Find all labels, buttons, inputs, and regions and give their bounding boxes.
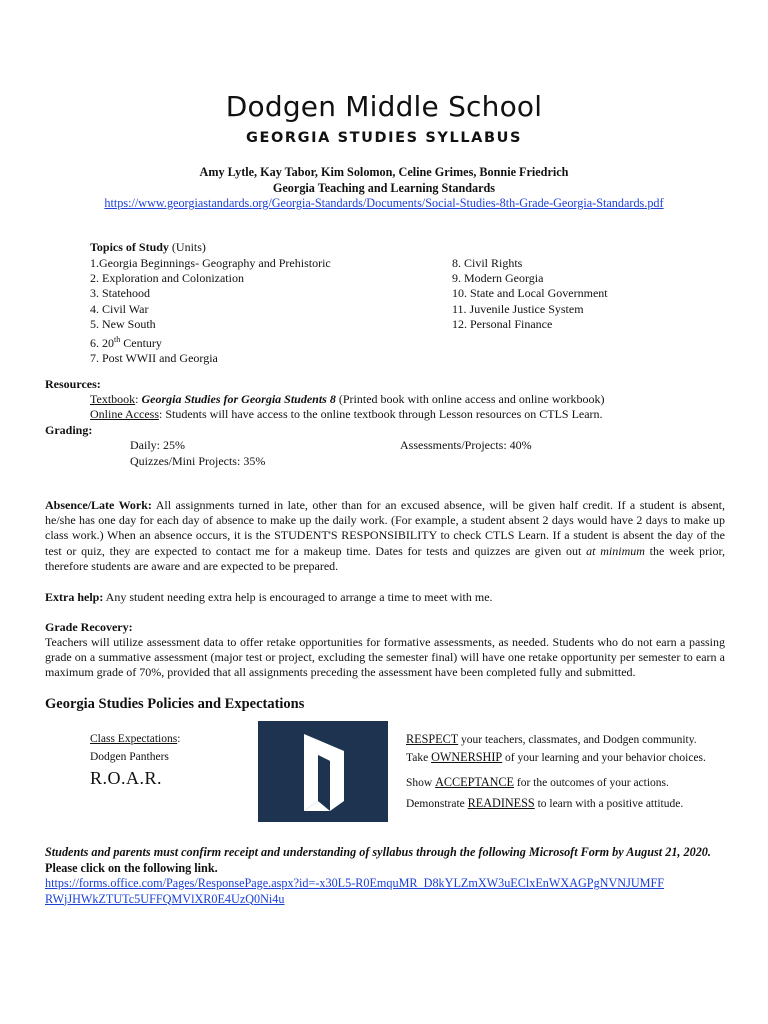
topics-column-2 — [452, 256, 608, 332]
extra-help-paragraph — [45, 590, 725, 605]
value-prefix: Demonstrate — [406, 798, 468, 810]
absence-italic: at minimum — [586, 543, 645, 558]
grading-quizzes: Quizzes/Mini Projects: 35% — [130, 454, 266, 468]
topic-item: 4. Civil War — [90, 301, 149, 316]
teacher-names: Amy Lytle, Kay Tabor, Kim Solomon, Celine Grimes, Bonnie Friedrich — [199, 165, 569, 179]
topics-label-rest: (Units) — [168, 240, 206, 254]
roar-ownership — [406, 750, 706, 765]
grade-recovery-text: Teachers will utilize assessment data to offer retake opportunities for formative assessments, as needed. Students who do not earn a passing grade on a summative assessment (major test or project, excluding the semester final) will have one retake opportunity per semester to earn a maximum grade of 70%, provided that all assignments preceding the assessment have been completed fully and submitted. — [45, 635, 725, 680]
grading-assessments: Assessments/Projects: 40% — [400, 438, 532, 452]
value-rest: of your learning and your behavior choices. — [502, 752, 706, 764]
roar-label: R.O.A.R. — [90, 768, 163, 788]
school-name: Dodgen Middle School — [225, 90, 543, 123]
grading-heading: Grading: — [45, 423, 93, 437]
topic-item: 12. Personal Finance — [452, 316, 553, 331]
topic-item — [90, 332, 331, 351]
topic-6-sup: th — [114, 335, 121, 345]
value-keyword: OWNERSHIP — [431, 750, 503, 764]
class-expectations-text: Class Expectations — [90, 733, 178, 745]
online-access-text: : Students will have access to the online textbook through Lesson resources on CTLS Learn. — [158, 407, 603, 421]
value-rest: for the outcomes of your actions. — [514, 777, 669, 789]
grade-recovery-heading: Grade Recovery: — [45, 620, 133, 634]
textbook-line — [90, 392, 604, 407]
confirmation-text — [45, 845, 725, 876]
confirmation-italic: Students and parents must confirm receipt and understanding of syllabus through the following Microsoft Form by August 21, 2020. — [45, 845, 711, 859]
roar-respect — [406, 732, 697, 747]
textbook-note: (Printed book with online access and online workbook) — [335, 392, 605, 406]
topics-label-bold: Topics of Study — [90, 240, 169, 254]
topic-item: 7. Post WWII and Georgia — [90, 351, 218, 366]
topic-item: 11. Juvenile Justice System — [452, 301, 584, 316]
topic-6-suffix: Century — [120, 336, 162, 351]
topic-item: 3. Statehood — [90, 286, 150, 301]
policies-title: Georgia Studies Policies and Expectations — [45, 696, 305, 712]
dodgen-logo — [258, 721, 388, 822]
confirmation-plain: Please click on the following link. — [45, 860, 218, 875]
value-keyword: RESPECT — [406, 732, 459, 746]
extra-help-label: Extra help: — [45, 590, 104, 604]
syllabus-title: GEORGIA STUDIES SYLLABUS — [245, 130, 523, 146]
standards-link[interactable]: https://www.georgiastandards.org/Georgia-Standards/Documents/Social-Studies-8th-Grade-Georgia-Standards.pdf — [104, 196, 664, 210]
topic-6-prefix: 6. 20 — [90, 336, 114, 351]
textbook-label: Textbook — [90, 392, 136, 406]
topic-item: 2. Exploration and Colonization — [90, 271, 244, 286]
topic-item: 5. New South — [90, 316, 156, 331]
online-access-label: Online Access — [90, 407, 159, 421]
value-keyword: READINESS — [467, 796, 535, 810]
standards-title: Georgia Teaching and Learning Standards — [272, 181, 496, 195]
topic-item: 1.Georgia Beginnings- Geography and Prehistoric — [90, 256, 331, 270]
extra-help-text: Any student needing extra help is encouraged to arrange a time to meet with me. — [103, 590, 493, 604]
value-keyword: ACCEPTANCE — [435, 775, 515, 789]
absence-paragraph — [45, 498, 725, 574]
textbook-title: Georgia Studies for Georgia Students 8 — [141, 392, 336, 406]
microsoft-form-link[interactable]: https://forms.office.com/Pages/ResponsePage.aspx?id=-x30L5-R0EmquMR_D8kYLZmXW3uEClxEnWXAGPgNVNJUMFFRWjJHWkZTUTc5UFFQMVlXR0E4UzQ0Ni4u — [45, 876, 665, 906]
grading-daily: Daily: 25% — [130, 438, 185, 452]
roar-acceptance — [406, 775, 669, 790]
class-expectations-label — [90, 733, 180, 745]
topic-item: 8. Civil Rights — [452, 256, 523, 270]
value-rest: your teachers, classmates, and Dodgen community. — [458, 734, 697, 746]
topics-label — [90, 240, 206, 255]
resources-heading: Resources: — [45, 377, 101, 391]
class-expectations-colon: : — [177, 733, 181, 745]
d-logo-icon — [258, 721, 388, 822]
value-prefix: Show — [406, 777, 436, 789]
absence-text-1: All assignments turned in late, other than for an excused absence, will be given half credit. If a student is absent, he/she has one day for each day of absence to make up the daily work. (For example, a student absent 2 days would have 2 days to make up class work.) When an absence occurs, it is the STUDENT'S RESPONSIBILITY to check CTLS Learn. If a student is absent the day of the test or quiz, they are expected to contact me for a makeup time. Dates for tests and quizzes are given out — [45, 498, 725, 558]
absence-text-2: the week prior, therefore students are aware and are expected to be prepared. — [45, 543, 726, 573]
value-rest: to learn with a positive attitude. — [534, 798, 684, 810]
panthers-label: Dodgen Panthers — [90, 751, 169, 763]
topic-item: 10. State and Local Government — [452, 286, 608, 301]
roar-readiness — [406, 796, 683, 811]
online-access-line — [90, 407, 603, 422]
value-prefix: Take — [406, 752, 432, 764]
topic-item: 9. Modern Georgia — [452, 271, 544, 286]
textbook-colon: : — [135, 392, 142, 406]
absence-label: Absence/Late Work: — [45, 498, 152, 512]
topics-column-1 — [90, 256, 331, 366]
